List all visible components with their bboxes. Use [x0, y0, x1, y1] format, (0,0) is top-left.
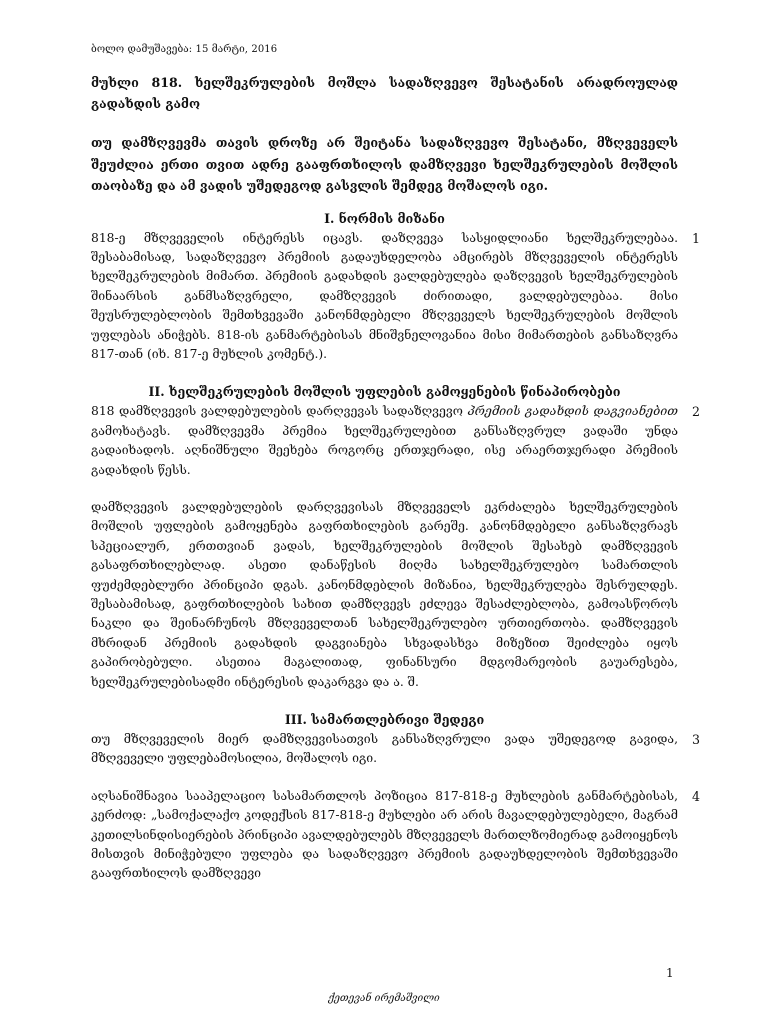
article-title: მუხლი 818. ხელშეკრულების მოშლა სადაზღვევო შესატანის არადროულად გადახდის გამო — [91, 75, 678, 111]
paragraph-2 — [91, 402, 701, 480]
section-heading-3: III. სამართლებრივი შედეგი — [284, 712, 485, 728]
article-lead: თუ დამზღვევმა თავის დროზე არ შეიტანა სადაზღვევო შესატანი, მზღვეველს შეუძლია ერთი თვით ადრე გააფრთხილოს დამზღვევი ხელშეკრულების მოშლის თაობაზე და ამ ვადის უშედეგოდ გასვლის შემდეგ მოშალოს იგი. — [91, 135, 678, 193]
paragraph-3 — [91, 498, 678, 692]
paragraph-3-text: დამზღვევის ვალდებულების დარღვევისას მზღვეველს ეკრძალება ხელშეკრულების მოშლის უფლების გამოყენება გაფრთხილების გარეშე. კანონმდებელი განსაზღვრავს სპეციალურ, ერთთვიან ვადას, ხელშეკრულების მოშლის შესახებ დამზღვევის გასაფრთხილებლად. ასეთი დანაწესის მიღმა სახელშეკრულებო სამართლის ფუძემდებლური პრინციპი დგას. კანონმდებლის მიზანია, ხელშეკრულება შესრულდეს. შესაბამისად, გაფრთხილების სახით დამზღვევს ეძლევა შესაძლებლობა, გამოასწოროს ნაკლი და შეინარჩუნოს მზღვეველთან სახელშეკრულებო ურთიერთობა. დამზღვევის მხრიდან პრემიის გადახდის დაგვიანება სხვადასხვა მიზეზით შეიძლება იყოს გაპირობებული. ასეთია მაგალითად, ფინანსური მდგომარეობის გაუარესება, ხელშეკრულებისადმი ინტერესის დაკარგვა და ა. შ. — [91, 499, 678, 689]
margin-number-4: 4 — [692, 788, 701, 804]
paragraph-5-text: აღსანიშნავია სააპელაციო სასამართლოს პოზიცია 817-818-ე მუხლების განმარტებისას, კერძოდ: „სამოქალაქო კოდექსის 817-818-ე მუხლები არ არის მავალდებულებელი, მაგრამ კეთილსინდისიერების პრინციპი ავალდებულებს მზღვეველს მართლზომიერად გამოიყენოს მისთვის მინიჭებული უფლება და სადაზღვევო პრემიის გადაუხდელობის შემთხვევაში გააფრთხილოს დამზღვევი — [91, 788, 678, 881]
footer-author: ქეთევან ირემაშვილი — [328, 993, 440, 1004]
section-heading-1: I. ნორმის მიზანი — [324, 210, 445, 226]
paragraph-5 — [91, 787, 701, 884]
paragraph-4-text: თუ მზღვეველის მიერ დამზღვევისათვის განსაზღვრული ვადა უშედეგოდ გავიდა, მზღვეველი უფლებამოსილია, მოშალოს იგი. — [91, 732, 678, 766]
document-body — [91, 72, 701, 884]
margin-number-2: 2 — [692, 404, 701, 420]
page-number: 1 — [666, 966, 674, 980]
paragraph-4 — [91, 730, 701, 769]
paragraph-1 — [91, 229, 701, 365]
paragraph-1-text: 818-ე მზღვეველის ინტერესს იცავს. დაზღვევა სასყიდლიანი ხელშეკრულებაა. შესაბამისად, სადაზღვევო პრემიის გადაუხდელობა ამცირებს მზღვეველის ინტერესს ხელშეკრულების მიმართ. პრემიის გადახდის ვალდებულება დაზღვევის ხელშეკრულების შინაარსის განმსაზღვრელი, დამზღვევის ძირითადი, ვალდებულებაა. მისი შეუსრულებლობის შემთხვევაში კანონმდებელი მზღვეველს ხელშეკრულების მოშლის უფლებას ანიჭებს. 818-ის განმარტებისას მნიშვნელოვანია მისი მიმართების განსაზღვრა 817-თან (იხ. 817-ე მუხლის კომენტ.). — [91, 230, 678, 361]
margin-number-1: 1 — [692, 230, 701, 246]
paragraph-2-text-end: გამოხატავს. დამზღვევმა პრემია ხელშეკრულებით განსაზღვრულ ვადაში უნდა გადაიხადოს. აღნიშნული შეეხება როგორც ერთჯერადი, ისე არაერთჯერადი პრემიის გადახდის წესს. — [91, 423, 678, 477]
section-heading-2: II. ხელშეკრულების მოშლის უფლების გამოყენების წინაპირობები — [148, 384, 621, 400]
paragraph-2-italic: პრემიის გადახდის დაგვიანებით — [467, 404, 678, 419]
last-updated-note: ბოლო დამუშავება: 15 მარტი, 2016 — [91, 44, 278, 55]
margin-number-3: 3 — [692, 732, 701, 748]
paragraph-2-text-start: 818 დამზღვევის ვალდებულების დარღვევას სადაზღვევო — [91, 404, 468, 419]
